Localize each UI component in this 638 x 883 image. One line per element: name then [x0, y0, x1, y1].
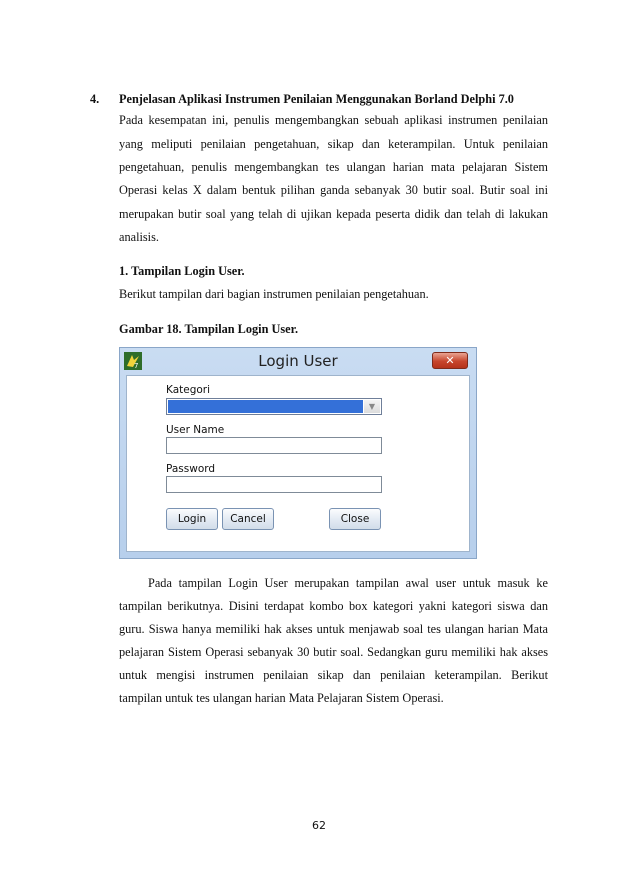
paragraph-line: pelajaran Sistem Operasi sebanyak 30 butir soal. Sedangkan guru memiliki hak akses [119, 645, 548, 659]
window-title: Login User [258, 352, 338, 370]
password-input[interactable] [166, 476, 382, 493]
password-label: Password [166, 463, 216, 475]
paragraph-line: analisis. [119, 230, 159, 244]
close-button[interactable]: Close [329, 508, 381, 530]
login-window [119, 347, 477, 559]
login-button[interactable]: Login [166, 508, 218, 530]
paragraph-line: tampilan untuk tes ulangan harian Mata Pelajaran Sistem Operasi. [119, 691, 444, 705]
kategori-combobox[interactable] [166, 398, 382, 415]
paragraph-line: tampilan berikutnya. Disini terdapat kombo box kategori yakni kategori siswa dan [119, 599, 548, 613]
paragraph-line: Pada kesempatan ini, penulis mengembangkan sebuah aplikasi instrumen penilaian [119, 113, 548, 127]
kategori-selected [168, 400, 363, 413]
username-label: User Name [166, 424, 225, 436]
paragraph-line: yang meliputi penilaian pengetahuan, sikap dan keterampilan. Untuk penilaian [119, 137, 548, 151]
paragraph-line: Pada tampilan Login User merupakan tampilan awal user untuk masuk ke [148, 576, 548, 590]
kategori-label: Kategori [166, 384, 211, 396]
subsection-intro: Berikut tampilan dari bagian instrumen penilaian pengetahuan. [119, 287, 429, 301]
paragraph-line: untuk mengisi instrumen penilaian sikap dan penilaian keterampilan. Berikut [119, 668, 548, 682]
cancel-button[interactable]: Cancel [222, 508, 274, 530]
paragraph-line: pengetahuan, penulis mengembangkan tes ulangan harian mata pelajaran Sistem [119, 160, 548, 174]
paragraph-line: Operasi kelas X dalam bentuk pilihan ganda sebanyak 30 butir soal. Butir soal ini [119, 183, 548, 197]
svg-text:7: 7 [134, 362, 139, 370]
section-title: Penjelasan Aplikasi Instrumen Penilaian Menggunakan Borland Delphi 7.0 [119, 92, 514, 106]
username-input[interactable] [166, 437, 382, 454]
section-number: 4. [90, 92, 100, 106]
figure-caption: Gambar 18. Tampilan Login User. [119, 322, 299, 336]
subsection-heading: 1. Tampilan Login User. [119, 264, 245, 278]
login-form [126, 375, 470, 552]
window-close-button[interactable]: ✕ [432, 352, 468, 369]
page-number: 62 [312, 819, 326, 832]
chevron-down-icon[interactable]: ▼ [364, 400, 380, 413]
paragraph-line: merupakan butir soal yang telah di ujikan kepada peserta didik dan telah di lakukan [119, 207, 548, 221]
paragraph-line: guru. Siswa hanya memiliki hak akses untuk menjawab soal tes ulangan harian Mata [119, 622, 548, 636]
